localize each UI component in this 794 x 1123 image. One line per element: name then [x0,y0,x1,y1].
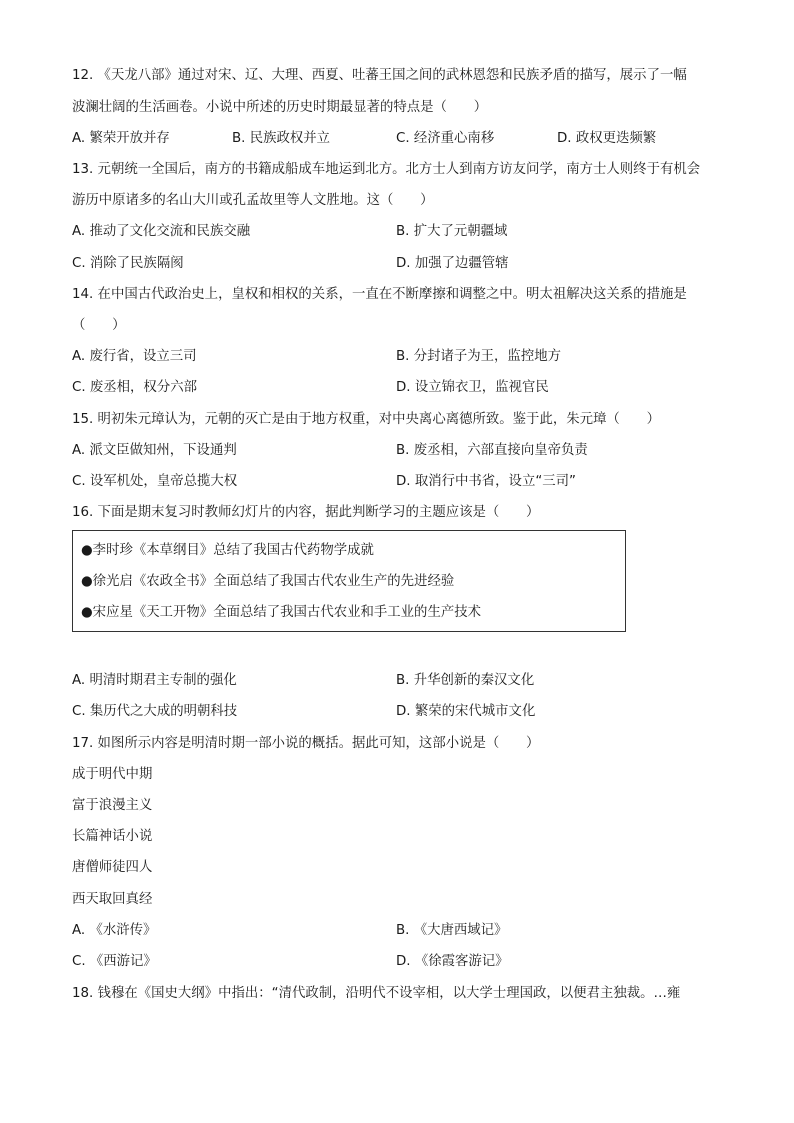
q14-option-a[interactable]: A. 废行省，设立三司 [72,349,197,364]
q13-option-c[interactable]: C. 消除了民族隔阂 [72,256,184,271]
q13-stem-line1: 13. 元朝统一全国后，南方的书籍成船成车地运到北方。北方士人到南方访友问学，南方士人则终于有机会 [72,162,701,177]
q12-option-b[interactable]: B. 民族政权并立 [232,131,331,146]
q16-stem-line1: 16. 下面是期末复习时教师幻灯片的内容，据此判断学习的主题应该是（ ） [72,505,540,520]
q15-stem-line1: 15. 明初朱元璋认为，元朝的灭亡是由于地方权重，对中央离心离德所致。鉴于此，朱元璋（ ） [72,412,660,427]
q17-item-5: 西天取回真经 [72,892,153,907]
q12-option-a[interactable]: A. 繁荣开放并存 [72,131,170,146]
q15-option-d[interactable]: D. 取消行中书省，设立“三司” [396,474,576,489]
q16-slide-box [72,530,626,632]
q16-option-b[interactable]: B. 升华创新的秦汉文化 [396,673,535,688]
q18-stem-line1: 18. 钱穆在《国史大纲》中指出：“清代政制，沿明代不设宰相，以大学士理国政，以便君主独裁。…雍 [72,986,681,1001]
q16-box-line2: ●徐光启《农政全书》全面总结了我国古代农业生产的先进经验 [81,574,455,589]
q16-option-d[interactable]: D. 繁荣的宋代城市文化 [396,704,536,719]
q13-stem-line2: 游历中原诸多的名山大川或孔孟故里等人文胜地。这（ ） [72,193,434,208]
q14-option-d[interactable]: D. 设立锦衣卫，监视官民 [396,380,549,395]
q15-option-c[interactable]: C. 设军机处，皇帝总揽大权 [72,474,238,489]
q14-stem-line1: 14. 在中国古代政治史上，皇权和相权的关系，一直在不断摩擦和调整之中。明太祖解决这关系的措施是 [72,287,687,302]
q14-stem-line2: （ ） [72,318,126,333]
q17-stem-line1: 17. 如图所示内容是明清时期一部小说的概括。据此可知，这部小说是（ ） [72,736,540,751]
q12-stem-line2: 波澜壮阔的生活画卷。小说中所述的历史时期最显著的特点是（ ） [72,100,488,115]
q13-option-a[interactable]: A. 推动了文化交流和民族交融 [72,224,251,239]
q12-option-c[interactable]: C. 经济重心南移 [396,131,495,146]
q17-item-3: 长篇神话小说 [72,829,153,844]
q17-item-4: 唐僧师徒四人 [72,860,153,875]
q16-box-line1: ●李时珍《本草纲目》总结了我国古代药物学成就 [81,543,374,558]
q17-option-b[interactable]: B. 《大唐西域记》 [396,923,508,938]
q12-option-d[interactable]: D. 政权更迭频繁 [557,131,657,146]
q17-item-1: 成于明代中期 [72,767,153,782]
q16-box-line3: ●宋应星《天工开物》全面总结了我国古代农业和手工业的生产技术 [81,605,482,620]
q16-option-a[interactable]: A. 明清时期君主专制的强化 [72,673,237,688]
q14-option-c[interactable]: C. 废丞相，权分六部 [72,380,197,395]
q17-option-c[interactable]: C. 《西游记》 [72,954,157,969]
q14-option-b[interactable]: B. 分封诸子为王，监控地方 [396,349,561,364]
q12-stem-line1: 12. 《天龙八部》通过对宋、辽、大理、西夏、吐蕃王国之间的武林恩怨和民族矛盾的描写，展示了一幅 [72,68,687,83]
q17-item-2: 富于浪漫主义 [72,798,153,813]
q15-option-a[interactable]: A. 派文臣做知州，下设通判 [72,443,237,458]
q17-option-d[interactable]: D. 《徐霞客游记》 [396,954,509,969]
q17-option-a[interactable]: A. 《水浒传》 [72,923,157,938]
q13-option-d[interactable]: D. 加强了边疆管辖 [396,256,509,271]
q16-option-c[interactable]: C. 集历代之大成的明朝科技 [72,704,238,719]
q15-option-b[interactable]: B. 废丞相，六部直接向皇帝负责 [396,443,588,458]
q13-option-b[interactable]: B. 扩大了元朝疆域 [396,224,508,239]
